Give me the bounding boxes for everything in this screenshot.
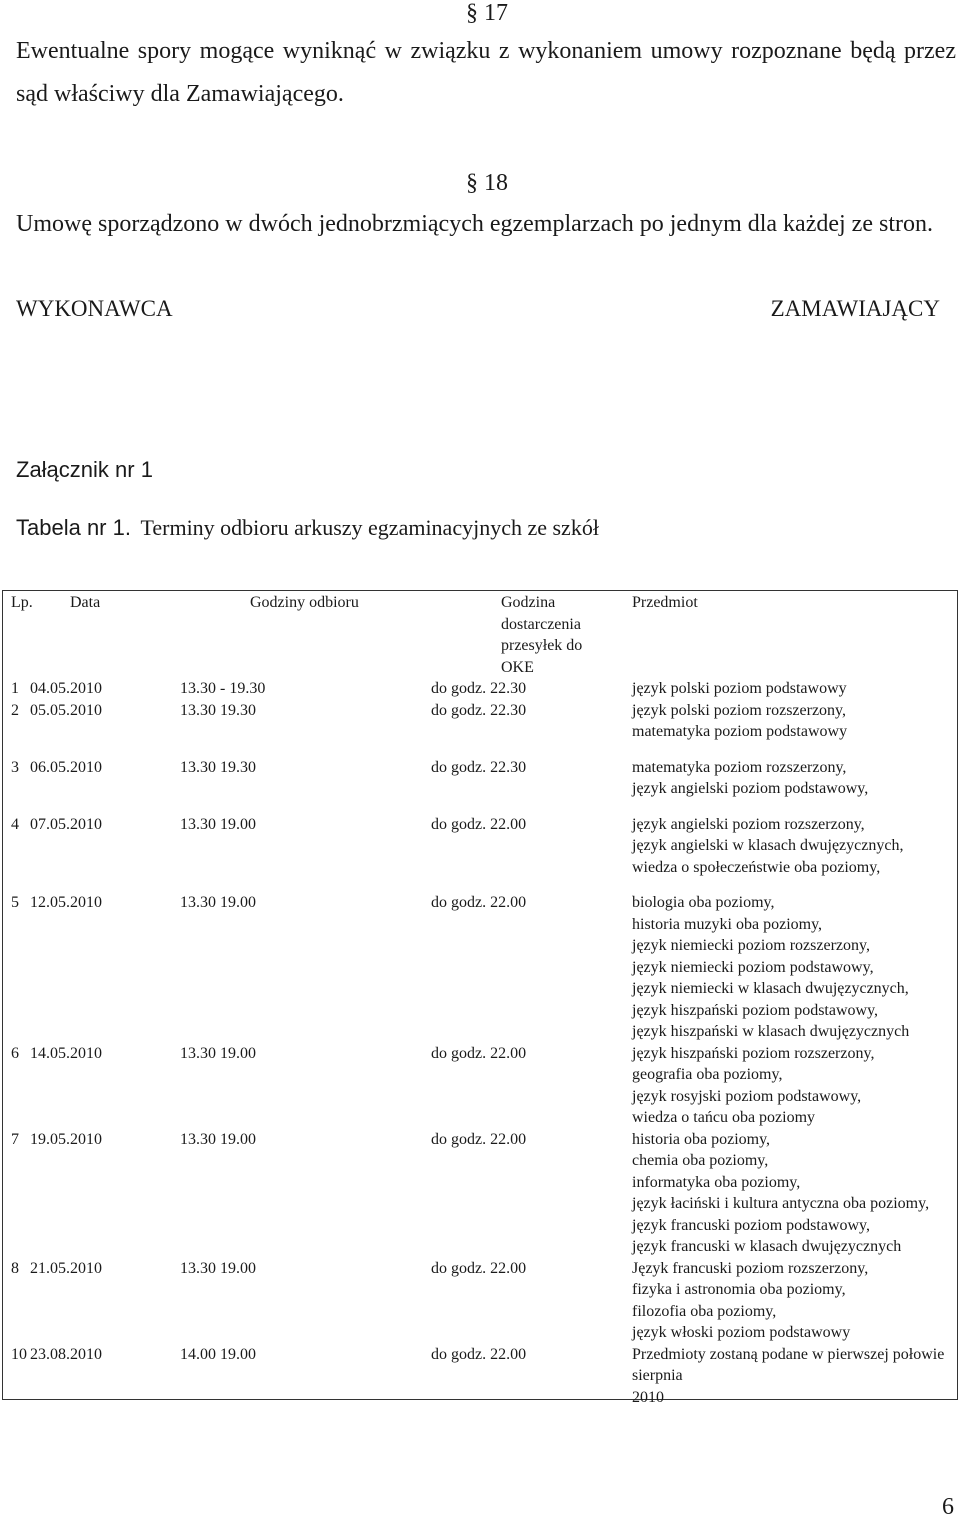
row-subject-line: język francuski w klasach dwujęzycznych xyxy=(632,1238,902,1255)
row-date: 04.05.2010 xyxy=(30,680,102,697)
row-hours: 13.30 19.00 xyxy=(180,815,256,833)
row-hours: 13.30 19.30 xyxy=(180,701,256,719)
row-hours: 13.30 19.00 xyxy=(180,894,256,911)
row-delivery: do godz. 22.30 xyxy=(431,701,527,719)
table-title: Terminy odbioru arkuszy egzaminacyjnych ze szkół xyxy=(140,515,599,540)
table-row xyxy=(3,1258,957,1344)
row-date: 21.05.2010 xyxy=(30,1259,102,1277)
table-row xyxy=(3,892,957,1043)
row-lp: 5 xyxy=(11,894,19,911)
row-subject-line: język polski poziom podstawowy xyxy=(632,680,847,697)
table-row xyxy=(3,1043,957,1129)
header-hours: Godziny odbioru xyxy=(250,594,359,611)
row-hours: 13.30 19.30 xyxy=(180,758,256,776)
row-subject-line: wiedza o społeczeństwie oba poziomy, xyxy=(632,858,881,876)
row-subject-line: język włoski poziom podstawowy xyxy=(632,1324,851,1341)
row-subject-line: matematyka poziom rozszerzony, xyxy=(632,758,847,776)
table-label: Tabela nr 1. xyxy=(16,515,131,540)
header-subject: Przedmiot xyxy=(632,594,698,611)
signature-client: ZAMAWIAJĄCY xyxy=(770,296,940,321)
row-lp: 3 xyxy=(11,758,19,776)
row-date: 23.08.2010 xyxy=(30,1345,102,1363)
row-delivery: do godz. 22.00 xyxy=(431,1259,527,1277)
row-lp: 10 xyxy=(11,1345,27,1363)
table-row xyxy=(3,1129,957,1258)
row-hours: 13.30 19.00 xyxy=(180,1044,256,1062)
header-delivery-1: Godzina xyxy=(501,594,556,611)
row-subject-line: język angielski poziom rozszerzony, xyxy=(632,815,865,833)
header-lp: Lp. xyxy=(11,594,33,611)
row-date: 19.05.2010 xyxy=(30,1130,102,1148)
row-subject-line: Język francuski poziom rozszerzony, xyxy=(632,1259,869,1277)
schedule-table xyxy=(2,590,958,1406)
row-delivery: do godz. 22.30 xyxy=(431,758,527,776)
row-subject-line: fizyka i astronomia oba poziomy, xyxy=(632,1281,846,1298)
row-subject-line: język niemiecki poziom podstawowy, xyxy=(632,958,874,976)
header-delivery-2: dostarczenia xyxy=(501,615,581,633)
row-hours: 13.30 - 19.30 xyxy=(180,680,266,697)
row-subject-line: język angielski w klasach dwujęzycznych, xyxy=(632,837,904,854)
row-subject-line: informatyka oba poziomy, xyxy=(632,1173,801,1191)
table-row xyxy=(3,757,957,814)
table-row xyxy=(3,678,957,700)
row-lp: 8 xyxy=(11,1259,19,1277)
row-subject-line: język hiszpański w klasach dwujęzycznych xyxy=(632,1023,910,1040)
header-delivery-3: przesyłek do xyxy=(501,637,583,654)
row-delivery: do godz. 22.00 xyxy=(431,1130,527,1148)
table-row xyxy=(3,814,957,893)
row-lp: 6 xyxy=(11,1044,19,1062)
row-subject-line: wiedza o tańcu oba poziomy xyxy=(632,1109,816,1126)
row-delivery: do godz. 22.00 xyxy=(431,894,527,911)
row-delivery: do godz. 22.00 xyxy=(431,815,527,833)
row-lp: 2 xyxy=(11,701,19,719)
row-delivery: do godz. 22.30 xyxy=(431,680,527,697)
row-subject-line: geografia oba poziomy, xyxy=(632,1066,783,1083)
row-delivery: do godz. 22.00 xyxy=(431,1345,527,1363)
row-subject-line: historia muzyki oba poziomy, xyxy=(632,915,823,933)
table-header-row xyxy=(3,591,957,678)
row-subject-line: 2010 xyxy=(632,1388,664,1406)
row-subject-line: język łaciński i kultura antyczna oba poziomy, xyxy=(632,1195,930,1212)
row-date: 12.05.2010 xyxy=(30,894,102,911)
header-delivery-4: OKE xyxy=(501,658,534,676)
row-date: 14.05.2010 xyxy=(30,1044,102,1062)
row-delivery: do godz. 22.00 xyxy=(431,1044,527,1062)
section-18-symbol: § 18 xyxy=(466,170,508,196)
row-subject-line: język niemiecki poziom rozszerzony, xyxy=(632,937,870,954)
row-subject-line: język hiszpański poziom rozszerzony, xyxy=(632,1044,875,1062)
row-date: 07.05.2010 xyxy=(30,815,102,833)
section-17-symbol: § 17 xyxy=(466,0,508,26)
row-subject-line: Przedmioty zostaną podane w pierwszej połowie sierpnia xyxy=(632,1345,945,1384)
row-subject-line: język angielski poziom podstawowy, xyxy=(632,780,869,797)
row-subject-line: język niemiecki w klasach dwujęzycznych, xyxy=(632,980,909,997)
row-date: 06.05.2010 xyxy=(30,758,102,776)
row-hours: 14.00 19.00 xyxy=(180,1345,256,1363)
row-subject-line: język polski poziom rozszerzony, xyxy=(632,701,847,719)
row-subject-line: biologia oba poziomy, xyxy=(632,894,775,911)
annex-title: Załącznik nr 1 xyxy=(16,457,153,482)
row-subject-line: historia oba poziomy, xyxy=(632,1130,771,1148)
table-row xyxy=(3,1344,957,1409)
row-subject-line: język francuski poziom podstawowy, xyxy=(632,1216,871,1234)
signature-contractor: WYKONAWCA xyxy=(16,296,173,321)
table-caption xyxy=(16,515,599,541)
row-subject-line: matematyka poziom podstawowy xyxy=(632,723,848,740)
row-hours: 13.30 19.00 xyxy=(180,1259,256,1277)
row-subject-line: język rosyjski poziom podstawowy, xyxy=(632,1087,862,1105)
row-subject-line: chemia oba poziomy, xyxy=(632,1152,769,1169)
row-lp: 7 xyxy=(11,1130,19,1148)
table-row xyxy=(3,700,957,757)
row-subject-line: filozofia oba poziomy, xyxy=(632,1302,777,1320)
header-date: Data xyxy=(70,594,101,611)
section-17-text: Ewentualne spory mogące wyniknąć w związku z wykonaniem umowy rozpoznane będą przez sąd właściwy dla Zamawiającego. xyxy=(16,38,956,107)
section-18-text: Umowę sporządzono w dwóch jednobrzmiących egzemplarzach po jednym dla każdej ze stron. xyxy=(16,211,933,237)
row-date: 05.05.2010 xyxy=(30,701,102,719)
row-lp: 1 xyxy=(11,680,19,697)
page-number: 6 xyxy=(942,1494,954,1520)
row-hours: 13.30 19.00 xyxy=(180,1130,256,1148)
row-lp: 4 xyxy=(11,815,19,833)
row-subject-line: język hiszpański poziom podstawowy, xyxy=(632,1001,879,1019)
